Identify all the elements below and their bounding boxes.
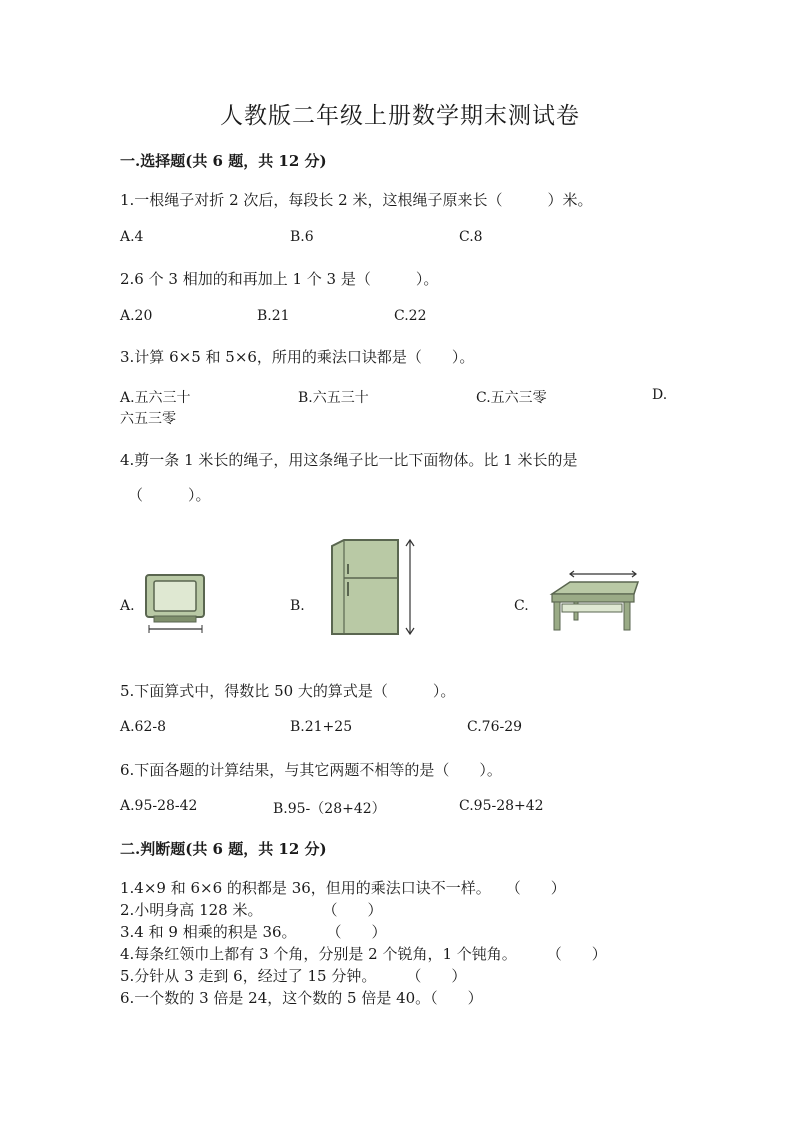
- question-4-blank: （ ）。: [128, 486, 211, 504]
- section2-heading: 二.判断题(共 6 题，共 12 分): [120, 840, 327, 858]
- q5-option-a: A.62-8: [120, 719, 167, 735]
- q1-option-b: B.6: [290, 229, 314, 245]
- q6-option-b: B.95-（28+42）: [273, 801, 386, 817]
- q3-option-d-text: 六五三零: [120, 411, 176, 427]
- question-2: 2.6 个 3 相加的和再加上 1 个 3 是（ ）。: [120, 270, 439, 288]
- judgment-item-3: 3.4 和 9 相乘的积是 36。 （ ）: [120, 923, 387, 941]
- tv-image: [142, 572, 208, 638]
- judgment-item-1: 1.4×9 和 6×6 的积都是 36，但用的乘法口诀不一样。 （ ）: [120, 879, 566, 897]
- judgment-item-6: 6.一个数的 3 倍是 24，这个数的 5 倍是 40。（ ）: [120, 989, 483, 1007]
- section1-heading: 一.选择题(共 6 题，共 12 分): [120, 152, 327, 170]
- q5-option-b: B.21+25: [290, 719, 353, 735]
- q2-option-b: B.21: [257, 308, 290, 324]
- q4-option-a: A.: [120, 598, 135, 614]
- q3-option-c: C.五六三零: [476, 390, 547, 406]
- question-4: 4.剪一条 1 米长的绳子，用这条绳子比一比下面物体。比 1 米长的是: [120, 451, 578, 469]
- refrigerator-image: [326, 538, 420, 642]
- q4-option-c: C.: [514, 598, 529, 614]
- q1-option-a: A.4: [120, 229, 144, 245]
- page-title: 人教版二年级上册数学期末测试卷: [220, 103, 580, 129]
- q2-option-a: A.20: [120, 308, 153, 324]
- judgment-item-5: 5.分针从 3 走到 6，经过了 15 分钟。 （ ）: [120, 967, 467, 985]
- q2-option-c: C.22: [394, 308, 427, 324]
- question-5: 5.下面算式中，得数比 50 大的算式是（ ）。: [120, 682, 456, 700]
- q6-option-a: A.95-28-42: [120, 798, 198, 814]
- q4-option-b: B.: [290, 598, 305, 614]
- q1-option-c: C.8: [459, 229, 483, 245]
- q3-option-a: A.五六三十: [120, 390, 191, 406]
- judgment-item-4: 4.每条红领巾上都有 3 个角，分别是 2 个锐角，1 个钝角。 （ ）: [120, 945, 607, 963]
- question-3: 3.计算 6×5 和 5×6，所用的乘法口诀都是（ ）。: [120, 348, 475, 366]
- q6-option-c: C.95-28+42: [459, 798, 544, 814]
- q3-option-b: B.六五三十: [298, 390, 369, 406]
- question-1: 1.一根绳子对折 2 次后，每段长 2 米，这根绳子原来长（ ）米。: [120, 191, 593, 209]
- q5-option-c: C.76-29: [467, 719, 523, 735]
- q3-option-d: D.: [652, 387, 668, 403]
- table-image: [548, 566, 640, 638]
- question-6: 6.下面各题的计算结果，与其它两题不相等的是（ ）。: [120, 761, 502, 779]
- judgment-item-2: 2.小明身高 128 米。 （ ）: [120, 901, 383, 919]
